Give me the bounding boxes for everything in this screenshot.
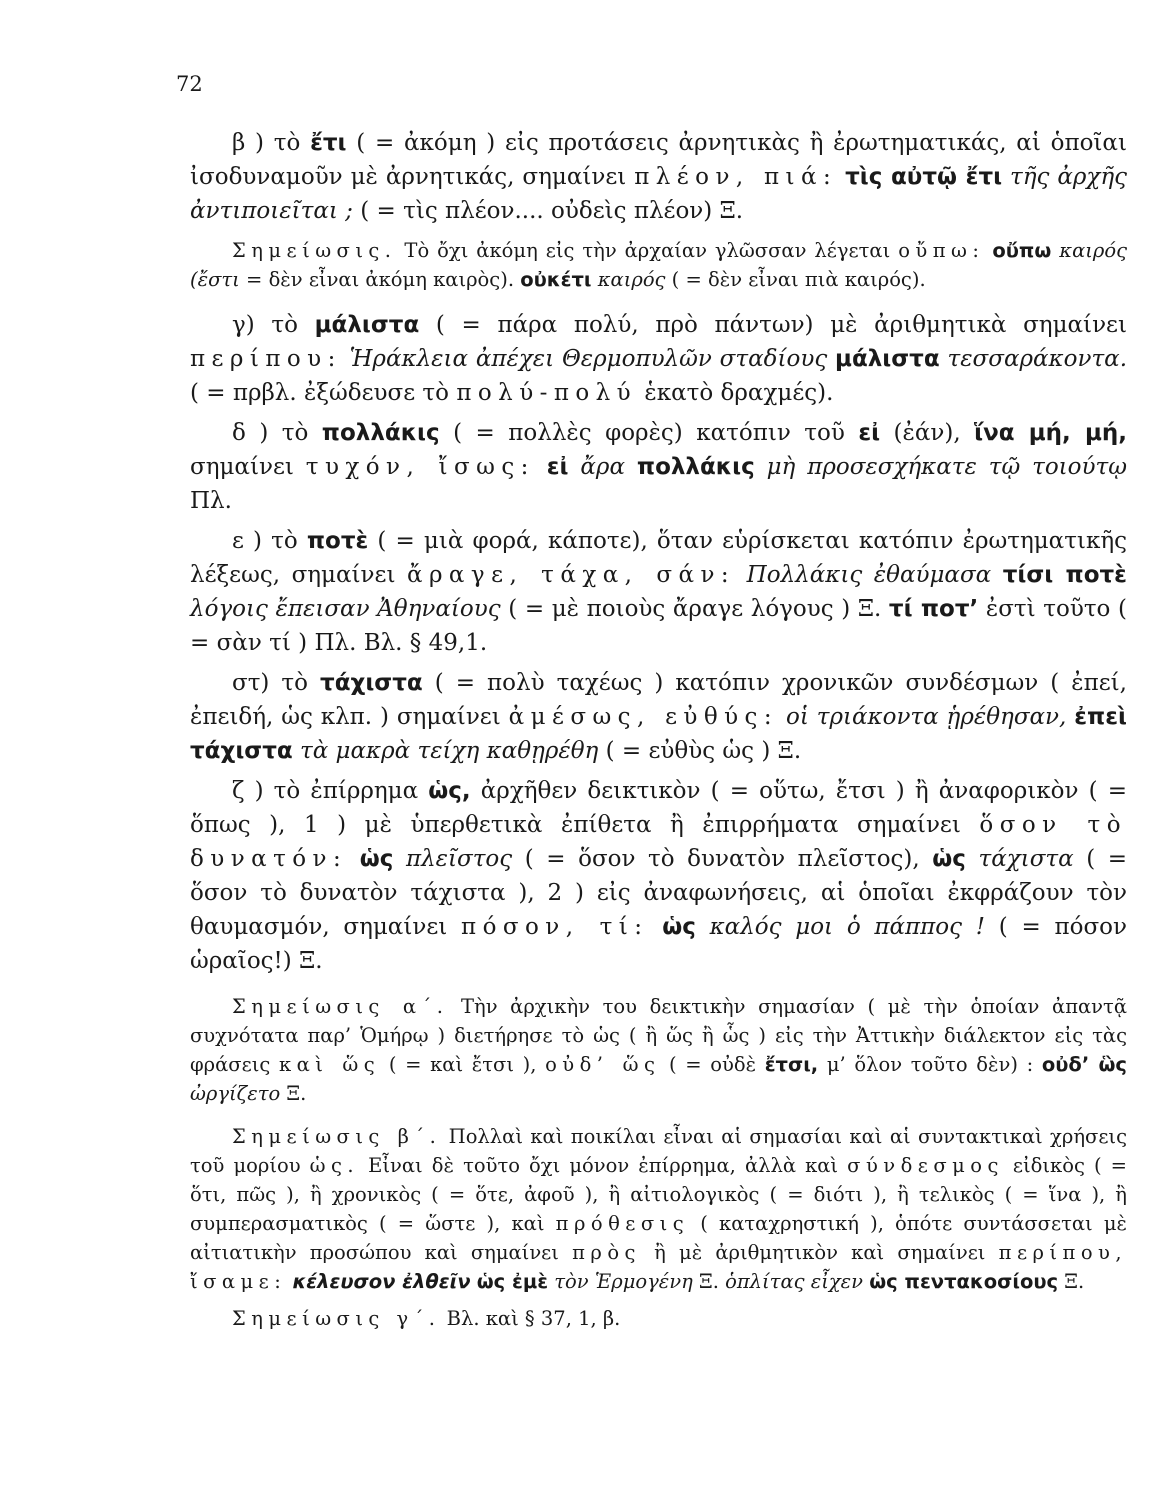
term-pote: ποτὲ (306, 528, 369, 554)
note-beta: Σημείωσις. Τὸ ὄχι ἀκόμη εἰς τὴν ἀρχαίαν γλῶσσαν λέγεται οὔπω: οὔπω καιρός (ἔστι = δὲν εἶναι ἀκόμη καιρὸς). οὐκέτι καιρός ( = δὲν εἶναι πιὰ καιρός). (190, 239, 1128, 291)
section-epsilon: ε ) τὸ ποτὲ ( = μιὰ φορά, κάποτε), ὅταν εὑρίσκεται κατόπιν ἐρωτηματικῆς λέξεως, σημαίνει ἄραγε, τάχα, σάν: Πολλάκις ἐθαύμασα τίσι ποτὲ λόγοις ἔπεισαν Ἀθηναίους ( = μὲ ποιοὺς ἄραγε λόγους ) Ξ. τί ποτ’ ἐστὶ τοῦτο ( = σὰν τί ) Πλ. Βλ. § 49,1. (190, 528, 1127, 656)
section-zeta: ζ ) τὸ ἐπίρρημα ὡς, ἀρχῆθεν δεικτικὸν ( = οὕτω, ἔτσι ) ἢ ἀναφορικὸν ( = ὅπως ), 1 ) μὲ ὑπερθετικὰ ἐπίθετα ἢ ἐπιρρήματα σημαίνει ὅσον τὸ δυνατόν: ὡς πλεῖστος ( = ὅσον τὸ δυνατὸν πλεῖστος), ὡς τάχιστα ( = ὅσον τὸ δυνατὸν τάχιστα ), 2 ) εἰς ἀναφωνήσεις, αἱ ὁποῖαι ἐκφράζουν τὸν θαυμασμόν, σημαίνει πόσον, τί: ὡς καλός μοι ὁ πάππος ! ( = πόσον ὡραῖος!) Ξ. (190, 778, 1128, 974)
note-alpha: Σημείωσις α΄. Τὴν ἀρχικὴν του δεικτικὴν σημασίαν ( μὲ τὴν ὁποίαν ἀπαντᾷ συχνότατα παρ’ Ὁμήρῳ ) διετήρησε τὸ ὡς ( ἢ ὥς ἢ ὧς ) εἰς τὴν Ἀττικὴν διάλεκτον εἰς τὰς φράσεις καὶ ὥς ( = καὶ ἔτσι ), οὐδ’ ὥς ( = οὐδὲ ἔτσι, μ’ ὅλον τοῦτο δὲν) : οὐδ’ ὣς ὠργίζετο Ξ. (190, 995, 1127, 1105)
term-tachista: τάχιστα (320, 670, 423, 696)
section-gamma: γ) τὸ μάλιστα ( = πάρα πολύ, πρὸ πάντων) μὲ ἀριθμητικὰ σημαίνει περίπου: Ἡράκλεια ἀπέχει Θερμοπυλῶν σταδίους μάλιστα τεσσαράκοντα. ( = πρβλ. ἐξώδευσε τὸ πολύ-πολύ ἑκατὸ δραχμές). (190, 312, 1128, 406)
term-eti: ἔτι (310, 130, 347, 156)
term-malista: μάλιστα (314, 312, 420, 338)
section-delta: δ ) τὸ πολλάκις ( = πολλὲς φορὲς) κατόπιν τοῦ εἰ (ἐάν), ἵνα μή, μή, σημαίνει τυχόν, ἴσως: εἰ ἄρα πολλάκις μὴ προσεσχήκατε τῷ τοιούτῳ Πλ. (190, 420, 1127, 514)
page-body (190, 126, 1127, 1333)
section-beta: β ) τὸ ἔτι ( = ἀκόμη ) εἰς προτάσεις ἀρνητικὰς ἢ ἐρωτηματικάς, αἱ ὁποῖαι ἰσοδυναμοῦν μὲ ἀρνητικάς, σημαίνει πλέον, πιά: τὶς αὐτῷ ἔτι τῆς ἀρχῆς ἀντιποιεῖται ; ( = τὶς πλέον.... οὐδεὶς πλέον) Ξ. (190, 130, 1127, 224)
note-beta-2: Σημείωσις β΄. Πολλαὶ καὶ ποικίλαι εἶναι αἱ σημασίαι καὶ αἱ συντακτικαὶ χρήσεις τοῦ μορίου ὡς. Εἶναι δὲ τοῦτο ὄχι μόνον ἐπίρρημα, ἀλλὰ καὶ σύνδεσμος εἰδικὸς ( = ὅτι, πῶς ), ἢ χρονικὸς ( = ὅτε, ἀφοῦ ), ἢ αἰτιολογικὸς ( = διότι ), ἢ τελικὸς ( = ἵνα ), ἢ συμπερασματικὸς ( = ὥστε ), καὶ πρόθεσις ( καταχρηστική ), ὁπότε συντάσσεται μὲ αἰτιατικὴν προσώπου καὶ σημαίνει πρὸς ἢ μὲ ἀριθμητικὸν καὶ σημαίνει περίπου, ἴσαμε: κέλευσον ἐλθεῖν ὡς ἐμὲ τὸν Ἑρμογένη Ξ. ὁπλίτας εἶχεν ὡς πεντακοσίους Ξ. (190, 1125, 1128, 1293)
section-stigma: στ) τὸ τάχιστα ( = πολὺ ταχέως ) κατόπιν χρονικῶν συνδέσμων ( ἐπεί, ἐπειδή, ὡς κλπ. ) σημαίνει ἀμέσως, εὐθύς: οἱ τριάκοντα ᾑρέθησαν, ἐπεὶ τάχιστα τὰ μακρὰ τείχη καθῃρέθη ( = εὐθὺς ὡς ) Ξ. (190, 670, 1128, 764)
page-number: 72 (176, 72, 203, 96)
term-pollakis: πολλάκις (321, 420, 440, 446)
note-gamma: Σημείωσις γ΄. Βλ. καὶ § 37, 1, β. (232, 1307, 621, 1330)
term-hos: ὡς, (428, 778, 471, 804)
